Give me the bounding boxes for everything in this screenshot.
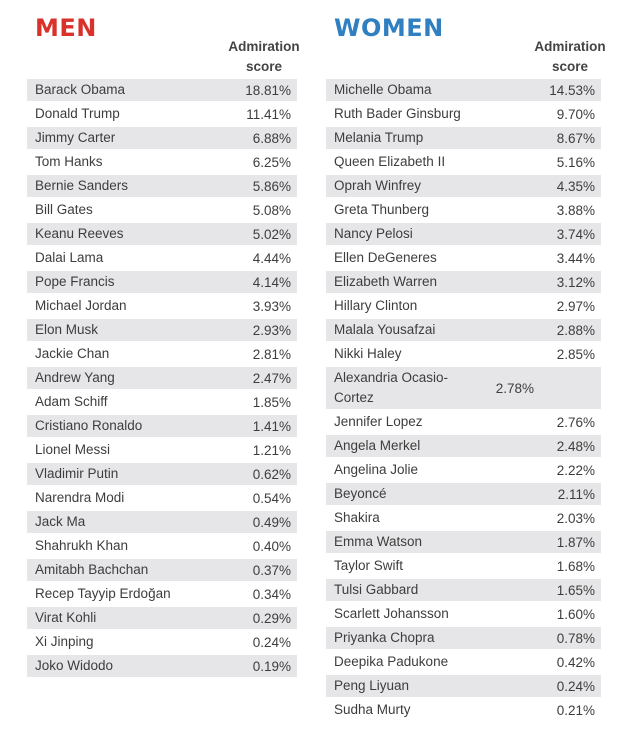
- men-table: [27, 79, 297, 679]
- table-row: [27, 223, 297, 247]
- table-row: [27, 463, 297, 487]
- person-name: Elizabeth Warren: [334, 274, 438, 289]
- table-row: [326, 699, 601, 723]
- table-row: [326, 411, 601, 435]
- admiration-score: 0.49%: [252, 514, 291, 530]
- person-name: Michelle Obama: [334, 82, 432, 97]
- table-row: [326, 103, 601, 127]
- admiration-score: 3.74%: [556, 226, 595, 242]
- person-name: Keanu Reeves: [35, 226, 124, 241]
- table-row: [326, 247, 601, 271]
- table-row: [326, 151, 601, 175]
- person-name: Virat Kohli: [35, 610, 97, 625]
- person-name: Ruth Bader Ginsburg: [334, 106, 461, 121]
- admiration-score: 0.42%: [556, 654, 595, 670]
- admiration-score: 1.85%: [252, 394, 291, 410]
- person-name: Lionel Messi: [35, 442, 111, 457]
- admiration-score: 2.11%: [557, 486, 595, 502]
- person-name: Elon Musk: [35, 322, 99, 337]
- table-row: [27, 295, 297, 319]
- person-name: Michael Jordan: [35, 298, 127, 313]
- admiration-score: 6.88%: [252, 130, 291, 146]
- admiration-score: 2.97%: [556, 298, 595, 314]
- table-row: [326, 127, 601, 151]
- admiration-score: 9.70%: [556, 106, 595, 122]
- table-row: [326, 483, 601, 507]
- admiration-score: 0.24%: [252, 634, 291, 650]
- table-row: [326, 627, 601, 651]
- person-name: Angelina Jolie: [334, 462, 419, 477]
- table-row: [27, 631, 297, 655]
- person-name: Dalai Lama: [35, 250, 104, 265]
- person-name: Pope Francis: [35, 274, 115, 289]
- person-name: Oprah Winfrey: [334, 178, 422, 193]
- table-row: [326, 343, 601, 367]
- table-row: [27, 199, 297, 223]
- person-name: Jack Ma: [35, 514, 86, 529]
- table-row: [27, 439, 297, 463]
- person-name: Malala Yousafzai: [334, 322, 436, 337]
- admiration-score: 11.41%: [246, 106, 291, 122]
- person-name: Scarlett Johansson: [334, 606, 449, 621]
- table-row: [27, 655, 297, 679]
- person-name: Narendra Modi: [35, 490, 125, 505]
- person-name: Ellen DeGeneres: [334, 250, 437, 265]
- table-row: [326, 531, 601, 555]
- admiration-score: 4.35%: [556, 178, 595, 194]
- table-row: [326, 295, 601, 319]
- admiration-score: 3.88%: [556, 202, 595, 218]
- person-name: Jennifer Lopez: [334, 414, 423, 429]
- table-row: [27, 391, 297, 415]
- person-name: Andrew Yang: [35, 370, 115, 385]
- table-row: [326, 271, 601, 295]
- person-name: Joko Widodo: [35, 658, 114, 673]
- person-name: Peng Liyuan: [334, 678, 410, 693]
- table-row: [326, 223, 601, 247]
- table-row: [27, 607, 297, 631]
- table-row: [326, 175, 601, 199]
- person-name: Jackie Chan: [35, 346, 110, 361]
- table-row: [27, 415, 297, 439]
- admiration-score: 0.24%: [556, 678, 595, 694]
- person-name: Hillary Clinton: [334, 298, 418, 313]
- admiration-score: 1.60%: [556, 606, 595, 622]
- table-row: [326, 579, 601, 603]
- admiration-score: 1.68%: [556, 558, 595, 574]
- person-name: Sudha Murty: [334, 702, 411, 717]
- table-row: [326, 459, 601, 483]
- table-row: [27, 79, 297, 103]
- admiration-score: 3.12%: [556, 274, 595, 290]
- table-row: [27, 271, 297, 295]
- person-name: Jimmy Carter: [35, 130, 116, 145]
- person-name: Bill Gates: [35, 202, 93, 217]
- admiration-score: 2.88%: [556, 322, 595, 338]
- table-row: [27, 559, 297, 583]
- table-row: [326, 79, 601, 103]
- admiration-score: 5.08%: [252, 202, 291, 218]
- admiration-score: 14.53%: [549, 82, 595, 98]
- table-row: [326, 507, 601, 531]
- admiration-score: 5.02%: [252, 226, 291, 242]
- table-row: [326, 367, 601, 411]
- women-table: [326, 79, 601, 723]
- person-name: Beyoncé: [334, 486, 387, 501]
- admiration-score: 0.21%: [556, 702, 595, 718]
- admiration-score: 0.40%: [252, 538, 291, 554]
- person-name: Bernie Sanders: [35, 178, 129, 193]
- person-name: Vladimir Putin: [35, 466, 119, 481]
- table-row: [326, 651, 601, 675]
- table-row: [326, 199, 601, 223]
- person-name: Alexandria Ocasio-Cortez: [334, 370, 449, 405]
- person-name: Priyanka Chopra: [334, 630, 435, 645]
- admiration-score: 0.54%: [252, 490, 291, 506]
- person-name: Nikki Haley: [334, 346, 402, 361]
- person-name: Shakira: [334, 510, 380, 525]
- admiration-score: 1.87%: [556, 534, 595, 550]
- women-title: WOMEN: [334, 14, 444, 42]
- admiration-score: 4.44%: [252, 250, 291, 266]
- person-name: Shahrukh Khan: [35, 538, 129, 553]
- person-name: Tom Hanks: [35, 154, 103, 169]
- women-column-header: Admiration score: [534, 39, 606, 74]
- table-row: [27, 151, 297, 175]
- admiration-score: 0.37%: [252, 562, 291, 578]
- admiration-score: 3.93%: [252, 298, 291, 314]
- admiration-score: 1.21%: [252, 442, 291, 458]
- table-row: [27, 103, 297, 127]
- person-name: Nancy Pelosi: [334, 226, 413, 241]
- table-row: [27, 343, 297, 367]
- table-row: [326, 555, 601, 579]
- admiration-score: 0.62%: [252, 466, 291, 482]
- admiration-score: 2.81%: [252, 346, 291, 362]
- admiration-score: 2.76%: [556, 414, 595, 430]
- admiration-score: 0.34%: [252, 586, 291, 602]
- admiration-score: 2.47%: [252, 370, 291, 386]
- admiration-score: 2.78%: [495, 380, 534, 396]
- table-row: [326, 603, 601, 627]
- admiration-score: 2.93%: [252, 322, 291, 338]
- table-row: [27, 511, 297, 535]
- table-row: [27, 127, 297, 151]
- table-row: [27, 487, 297, 511]
- person-name: Angela Merkel: [334, 438, 421, 453]
- person-name: Emma Watson: [334, 534, 423, 549]
- table-row: [27, 367, 297, 391]
- person-name: Recep Tayyip Erdoğan: [35, 586, 171, 601]
- admiration-score: 0.29%: [252, 610, 291, 626]
- person-name: Barack Obama: [35, 82, 126, 97]
- men-title: MEN: [35, 14, 97, 42]
- table-row: [27, 175, 297, 199]
- table-row: [27, 583, 297, 607]
- admiration-score: 8.67%: [556, 130, 595, 146]
- table-row: [27, 319, 297, 343]
- table-row: [27, 247, 297, 271]
- person-name: Greta Thunberg: [334, 202, 430, 217]
- admiration-score: 1.65%: [556, 582, 595, 598]
- admiration-score: 5.86%: [252, 178, 291, 194]
- admiration-score: 3.44%: [556, 250, 595, 266]
- person-name: Amitabh Bachchan: [35, 562, 149, 577]
- admiration-score: 2.22%: [556, 462, 595, 478]
- admiration-score: 2.03%: [556, 510, 595, 526]
- admiration-score: 0.78%: [556, 630, 595, 646]
- person-name: Deepika Padukone: [334, 654, 449, 669]
- admiration-score: 2.48%: [556, 438, 595, 454]
- person-name: Taylor Swift: [334, 558, 404, 573]
- admiration-score: 2.85%: [556, 346, 595, 362]
- table-row: [326, 435, 601, 459]
- admiration-score: 6.25%: [252, 154, 291, 170]
- person-name: Cristiano Ronaldo: [35, 418, 143, 433]
- table-row: [326, 319, 601, 343]
- table-row: [326, 675, 601, 699]
- person-name: Donald Trump: [35, 106, 120, 121]
- men-column-header: Admiration score: [228, 39, 300, 74]
- admiration-score: 4.14%: [252, 274, 291, 290]
- person-name: Melania Trump: [334, 130, 424, 145]
- admiration-score: 5.16%: [556, 154, 595, 170]
- person-name: Xi Jinping: [35, 634, 94, 649]
- admiration-score: 18.81%: [245, 82, 291, 98]
- person-name: Tulsi Gabbard: [334, 582, 419, 597]
- admiration-score: 0.19%: [252, 658, 291, 674]
- person-name: Adam Schiff: [35, 394, 108, 409]
- table-row: [27, 535, 297, 559]
- admiration-score: 1.41%: [252, 418, 291, 434]
- person-name: Queen Elizabeth II: [334, 154, 446, 169]
